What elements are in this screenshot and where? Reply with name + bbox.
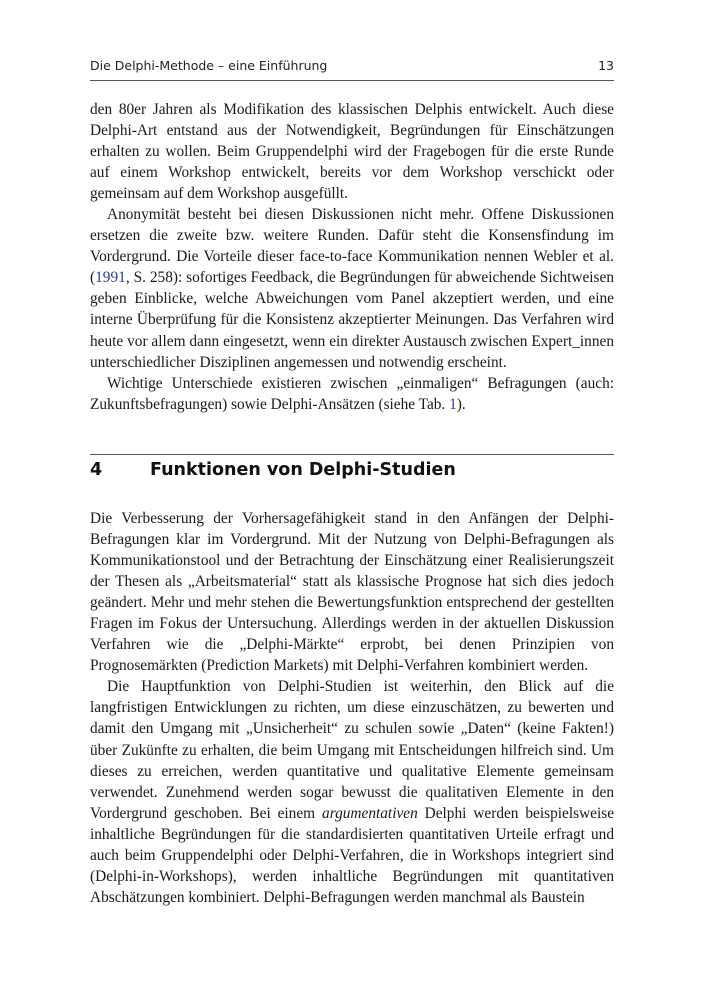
citation-link[interactable]: 1991 [95,269,126,287]
paragraph-text: Die Hauptfunktion von Delphi-Studien ist weiterhin, den Blick auf die langfristigen Entwicklungen zu richten, um diese einzuschätzen, zu bewerten und damit den Umgang mit „Unsicherheit“ zu schulen sowie „Daten“ (keine Fakten!) über Zukünfte zu erhalten, die beim Umgang mit Entscheidungen hilfreich sind. Um dieses zu erreichen, werden quantitative und qualitative Elemente gemeinsam verwendet. Zunehmend werden sogar bewusst die qualitativen Elemente in den Vordergrund geschoben. Bei einem [90,678,614,822]
text-block-upper [90,99,614,415]
running-head [90,58,614,73]
paragraph: den 80er Jahren als Modifikation des klassischen Delphis entwickelt. Auch diese Delphi-Art entstand aus der Notwendigkeit, Begründungen für Einschätzungen erhalten zu wollen. Beim Gruppendelphi wird der Fragebogen für die erste Runde auf einem Workshop entwickelt, bereits vor dem Workshop verschickt oder gemeinsam auf dem Workshop ausgefüllt. [90,101,614,203]
paragraph-text: ). [456,395,466,413]
paragraph-text: Anonymität besteht bei diesen Diskussionen nicht mehr. Offene Diskussionen ersetzen die zweite bzw. weitere Runden. Dafür steht die Konsensfindung im Vordergrund. Die Vorteile dieser face-to-face Kommunikation nennen Webler et al. ( [90,206,614,287]
emphasis: argumentativen [322,804,418,822]
paragraph [90,373,614,415]
section-number: 4 [90,460,103,480]
header-rule [90,80,614,81]
paragraph-text: , S. 258): sofortiges Feedback, die Begründungen für abweichende Sichtweisen geben Einblicke, welche Abweichungen vom Panel akzeptiert werden, und eine interne Überprüfung für die Konsistenz akzeptierter Meinungen. Das Verfahren wird heute vor allem dann eingesetzt, wenn ein direkter Austausch zwischen Expert_innen unterschiedlicher Disziplinen angemessen und notwendig erscheint. [90,269,614,371]
paragraph [90,676,614,908]
paragraph-text: Wichtige Unterschiede existieren zwischen „einmaligen“ Befragungen (auch: Zukunftsbefragungen) sowie Delphi-Ansätzen (siehe Tab. [90,374,614,413]
paragraph-text: Delphi werden beispielsweise inhaltliche Begründungen für die standardisierten quantitativen Urteile erfragt und auch beim Gruppendelphi oder Delphi-Verfahren, die in Workshops integriert sind (Delphi-in-Workshops), werden inhaltliche Begründungen mit quantitativen Abschätzungen kombiniert. Delphi-Befragungen werden manchmal als Baustein [90,804,615,906]
table-reference-link[interactable]: 1 [449,395,457,413]
section-title: Funktionen von Delphi-Studien [150,460,456,480]
text-block-lower [90,508,614,908]
running-head-title: Die Delphi-Methode – eine Einführung [90,58,328,73]
paragraph: Die Verbesserung der Vorhersagefähigkeit stand in den Anfängen der Delphi-Befragungen klar im Vordergrund. Mit der Nutzung von Delphi-Befragungen als Kommunikationstool und der Betrachtung der Einschätzung einer Realisierungszeit der Thesen als „Arbeitsmaterial“ statt als klassische Prognose hat sich dies jedoch geändert. Mehr und mehr stehen die Bewertungsfunktion entsprechend der gestellten Fragen im Fokus der Untersuchung. Allerdings werden in der aktuellen Diskussion Verfahren wie die „Delphi-Märkte“ erprobt, bei denen Prinzipien von Prognosemärkten (Prediction Markets) mit Delphi-Verfahren kombiniert werden. [90,510,614,675]
section-rule [90,454,614,455]
paragraph [90,204,614,372]
page-number: 13 [598,58,614,73]
